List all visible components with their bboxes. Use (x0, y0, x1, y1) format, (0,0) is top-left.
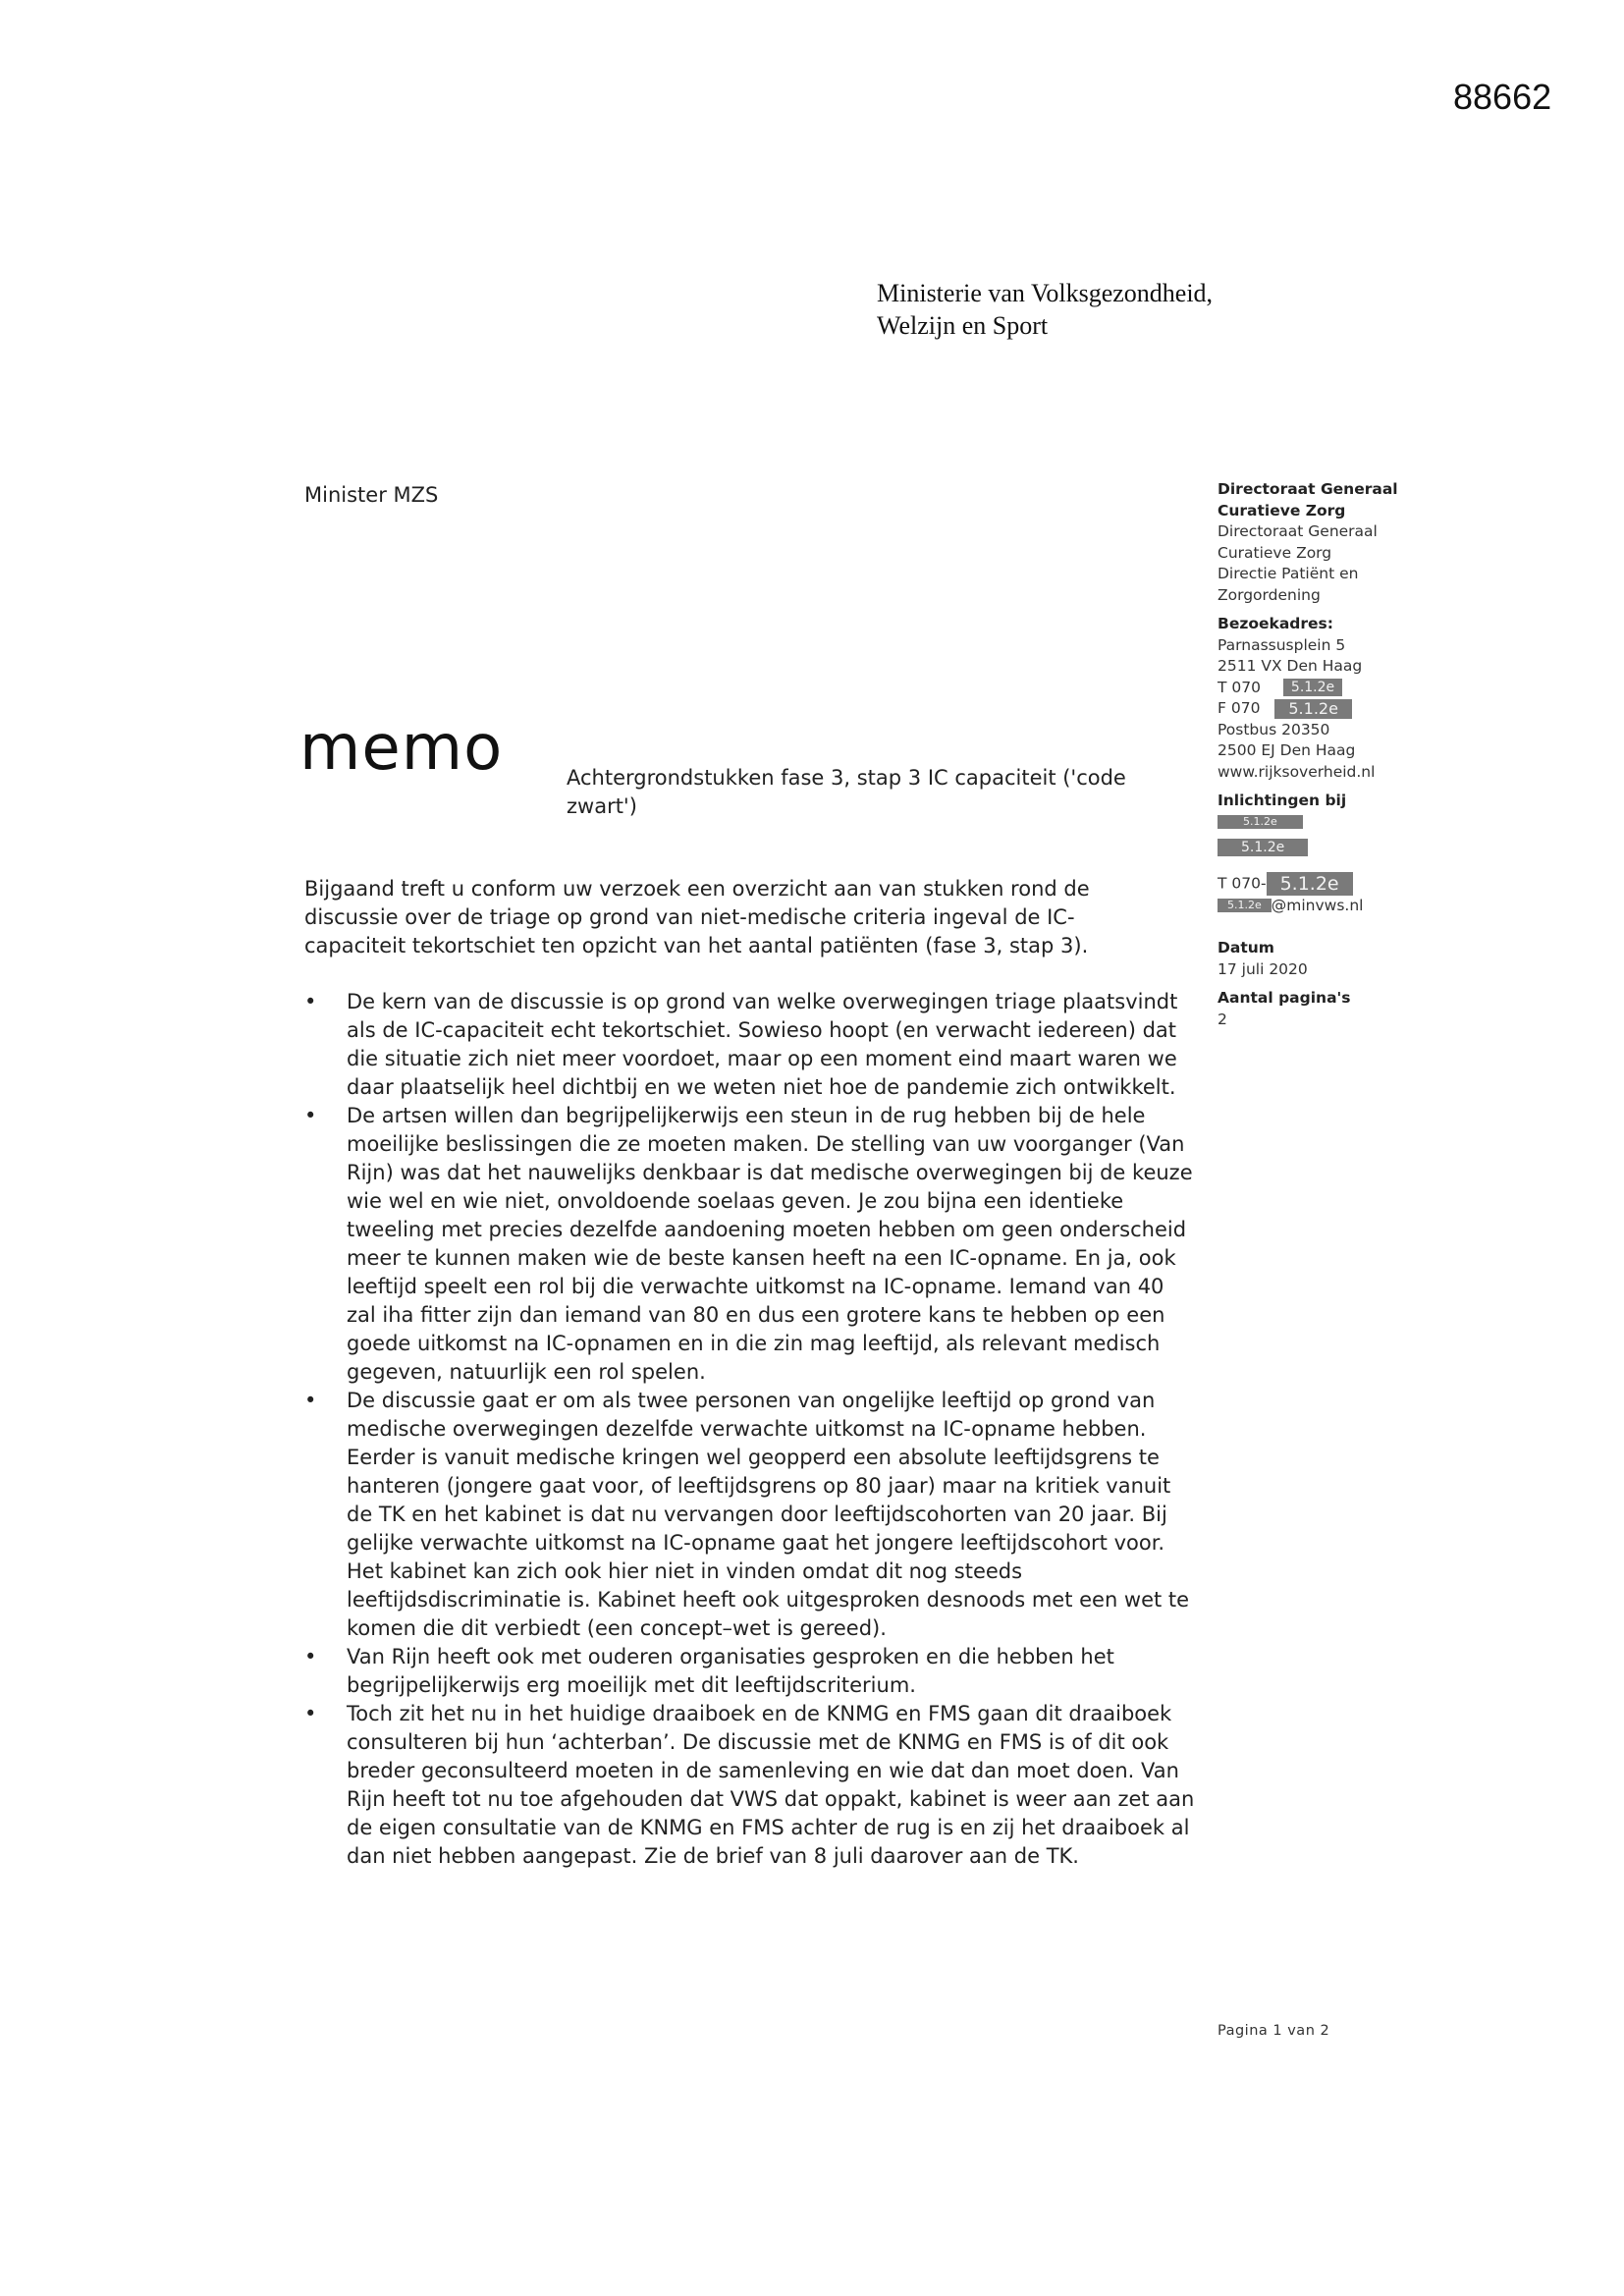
bullet-item-2: • De artsen willen dan begrijpelijkerwijs een steun in de rug hebben bij de hele moeilijke beslissingen die ze moeten maken. De stelling van uw voorganger (Van Rijn) was dat het nauwelijks denkbaar is dat medische overwegingen bij de keuze wie wel en wie niet, onvoldoende soelaas geven. Je zou bijna een identieke tweeling met precies dezelfde aandoening moeten hebben om geen onderscheid meer te kunnen maken wie de beste kansen heeft na een IC-opname. En ja, ook leeftijd speelt een rol bij die verwachte uitkomst na IC-opname. Iemand van 40 zal iha fitter zijn dan iemand van 80 en dus een grotere kans te hebben op een goede uitkomst na IC-opnamen en in die zin mag leeftijd, als relevant medisch gegeven, natuurlijk een rol spelen. (304, 1102, 1198, 1387)
pages-label: Aantal pagina's (1218, 989, 1351, 1007)
page-number: Pagina 1 van 2 (1218, 2023, 1330, 2039)
postbus-city: 2500 EJ Den Haag (1218, 741, 1356, 759)
info-label: Inlichtingen bij (1218, 792, 1347, 809)
bullet-item-3: • De discussie gaat er om als twee personen van ongelijke leeftijd op grond van medische overwegingen dezelfde verwachte uitkomst na IC-opname hebben. Eerder is vanuit medische kringen wel geopperd een absolute leeftijdsgrens te hanteren (jongere gaat voor, of leeftijdsgrens op 80 jaar) maar na kritiek vanuit de TK en het kabinet is dat nu vervangen door leeftijdscohorten van 20 jaar. Bij gelijke verwachte uitkomst na IC-opname gaat het jongere leeftijdscohort voor. Het kabinet kan zich ook hier niet in vinden omdat dit nog steeds leeftijdsdiscriminatie is. Kabinet heeft ook uitgesproken desnoods met een wet te komen die dit verbiedt (een concept–wet is gereed). (304, 1387, 1198, 1643)
phone-line (1218, 678, 1463, 699)
address-city: 2511 VX Den Haag (1218, 657, 1363, 675)
redaction-box: 5.1.2e (1218, 815, 1303, 829)
address-label: Bezoekadres: (1218, 615, 1333, 632)
department-line-2: Curatieve Zorg (1218, 543, 1332, 562)
pages-block (1218, 988, 1463, 1030)
ministry-line-2: Welzijn en Sport (877, 311, 1049, 340)
department-bold-1: Directoraat Generaal (1218, 480, 1398, 498)
redaction-box: 5.1.2e (1283, 679, 1342, 696)
bullet-list (304, 988, 1198, 1871)
memo-title: memo (299, 712, 504, 785)
date-block (1218, 938, 1463, 980)
department-bold-2: Curatieve Zorg (1218, 501, 1346, 519)
address-block (1218, 614, 1463, 783)
ministry-line-1: Ministerie van Volksgezondheid, (877, 279, 1214, 307)
bullet-item-5: • Toch zit het nu in het huidige draaiboek en de KNMG en FMS gaan dit draaiboek consulteren bij hun ‘achterban’. De discussie met de KNMG en FMS is of dit ook breder geconsulteerd moeten in de samenleving en wie dat dan moet doen. Van Rijn heeft tot nu toe afgehouden dat VWS dat oppakt, kabinet is weer aan zet aan de eigen consultatie van de KNMG en FMS achter de rug is en zij het draaiboek al dan niet hebben aangepast. Zie de brief van 8 juli daarover aan de TK. (304, 1700, 1198, 1871)
bullet-item-1: • De kern van de discussie is op grond van welke overwegingen triage plaatsvindt als de IC-capaciteit echt tekortschiet. Sowieso hoopt (en verwacht iedereen) dat die situatie zich niet meer voordoet, maar op een moment eind maart waren we daar plaatselijk heel dichtbij en we weten niet hoe de pandemie zich ontwikkelt. (304, 988, 1198, 1102)
contact-email-line (1218, 896, 1463, 917)
address-street: Parnassusplein 5 (1218, 635, 1346, 654)
website: www.rijksoverheid.nl (1218, 762, 1376, 781)
document-number: 88662 (1453, 77, 1552, 117)
contact-email-suffix: @minvws.nl (1271, 896, 1364, 914)
redaction-box: 5.1.2e (1218, 839, 1308, 856)
bullet-item-4: • Van Rijn heeft ook met ouderen organisaties gesproken en die hebben het begrijpelijkerwijs erg moeilijk met dit leeftijdscriterium. (304, 1643, 1198, 1700)
contact-block (1218, 791, 1463, 916)
sidebar-info (1218, 479, 1463, 1038)
pages-value: 2 (1218, 1010, 1227, 1028)
date-label: Datum (1218, 939, 1274, 957)
redaction-box: 5.1.2e (1274, 699, 1352, 719)
department-block (1218, 479, 1463, 606)
intro-paragraph: Bijgaand treft u conform uw verzoek een overzicht aan van stukken rond de discussie over de triage op grond van niet-medische criteria ingeval de IC-capaciteit tekortschiet ten opzicht van het aantal patiënten (fase 3, stap 3). (304, 877, 1090, 957)
contact-phone-line (1218, 872, 1463, 896)
fax-line (1218, 698, 1463, 720)
department-line-3: Directie Patiënt en (1218, 565, 1359, 582)
department-line-1: Directoraat Generaal (1218, 522, 1378, 540)
fax-prefix: F 070 (1218, 699, 1261, 717)
memo-subject: Achtergrondstukken fase 3, stap 3 IC capaciteit ('code zwart') (567, 766, 1126, 818)
postbus: Postbus 20350 (1218, 720, 1330, 738)
date-value: 17 juli 2020 (1218, 959, 1308, 978)
redaction-box: 5.1.2e (1218, 899, 1272, 912)
redaction-box: 5.1.2e (1267, 872, 1353, 896)
ministry-name (877, 277, 1213, 342)
department-line-4: Zorgordening (1218, 585, 1321, 604)
contact-phone-prefix: T 070- (1218, 874, 1267, 892)
recipient: Minister MZS (304, 483, 439, 507)
phone-prefix: T 070 (1218, 678, 1261, 696)
